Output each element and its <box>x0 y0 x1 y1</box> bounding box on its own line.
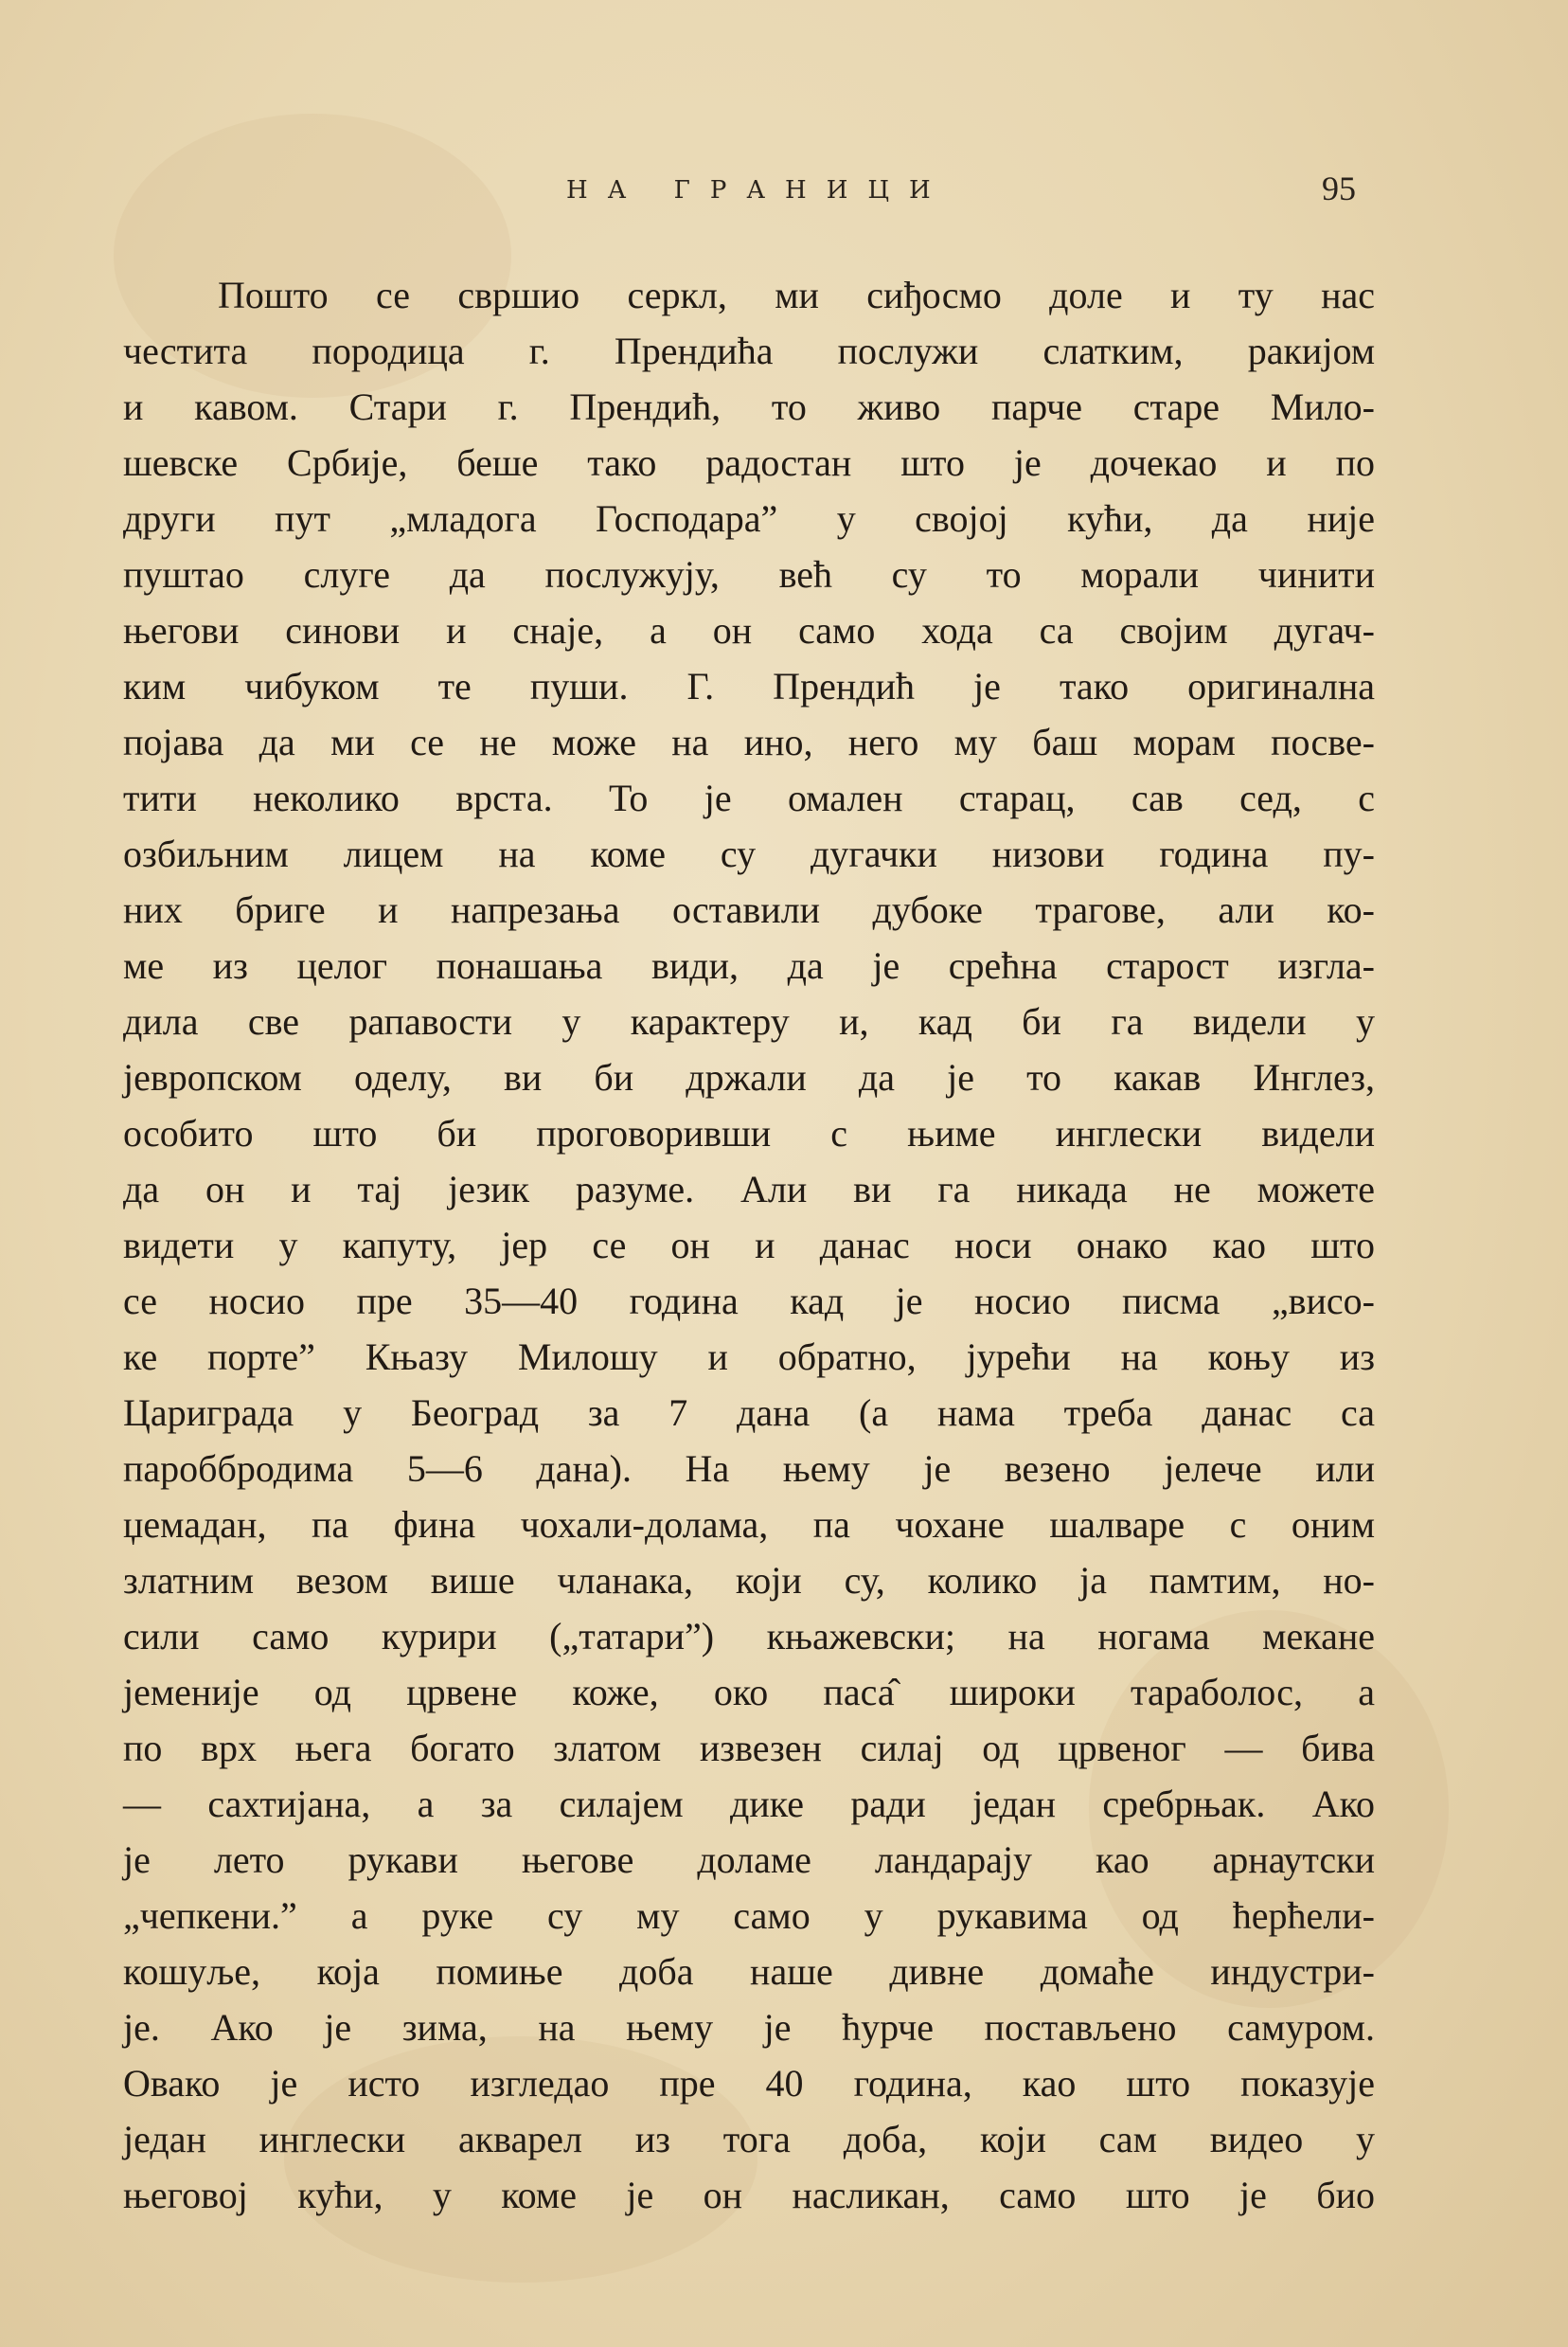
text-line: них бриге и напрезања оставили дубоке трагове, али ко- <box>123 888 1375 931</box>
text-line: Овако је исто изгледао пре 40 година, као што показује <box>123 2062 1375 2105</box>
text-line: појава да ми се не може на ино, него му баш морам посве- <box>123 721 1375 763</box>
text-line: пуштао слуге да послужују, већ су то морали чинити <box>123 553 1375 596</box>
text-line: џемадан, па фина чохали-долама, па чохане шалваре с оним <box>123 1503 1375 1546</box>
text-line: се носио пре 35—40 година кад је носио писма „висо- <box>123 1280 1375 1322</box>
text-line: јевропском оделу, ви би држали да је то какав Инглез, <box>123 1056 1375 1099</box>
text-line: је лето рукави његове доламе ландарају као арнаутски <box>123 1838 1375 1881</box>
running-title: НА ГРАНИЦИ <box>566 176 951 205</box>
text-line: Пошто се свршио серкл, ми сиђосмо доле и ту нас <box>218 274 1375 316</box>
text-line: други пут „младога Господара” у својој кући, да није <box>123 497 1375 540</box>
page-number: 95 <box>1322 170 1356 207</box>
text-line: ме из целог понашања види, да је срећна старост изгла- <box>123 944 1375 987</box>
text-line: је. Ако је зима, на њему је ћурче постављено самуром. <box>123 2006 1375 2049</box>
text-line: ким чибуком те пуши. Г. Прендић је тако оригинална <box>123 665 1375 708</box>
page-header <box>0 169 1568 216</box>
text-line: и кавом. Стари г. Прендић, то живо парче старе Мило- <box>123 385 1375 428</box>
text-line: златним везом више чланака, који су, колико ја памтим, но- <box>123 1559 1375 1602</box>
text-line: тити неколико врста. То је омален старац, сав сед, с <box>123 777 1375 819</box>
text-line: сили само курири („татари”) књажевски; на ногама мекане <box>123 1615 1375 1657</box>
body-text <box>123 267 1375 2223</box>
text-line: један инглески акварел из тога доба, који сам видео у <box>123 2118 1375 2160</box>
text-line: честита породица г. Прендића послужи слатким, ракијом <box>123 330 1375 372</box>
text-line: — сахтијана, а за силајем дике ради један сребрњак. Ако <box>123 1783 1375 1825</box>
text-line: „чепкени.” а руке су му само у рукавима од ћерћели- <box>123 1894 1375 1937</box>
text-line: његови синови и снаје, а он само хода са својим дугач- <box>123 609 1375 652</box>
text-line: ке порте” Књазу Милошу и обратно, јурећи на коњу из <box>123 1335 1375 1378</box>
text-line: кошуље, која помиње доба наше дивне домаће индустри- <box>123 1950 1375 1993</box>
text-line: по врх њега богато златом извезен силај од црвеног — бива <box>123 1727 1375 1769</box>
text-line: озбиљним лицем на коме су дугачки низови година пу- <box>123 833 1375 875</box>
text-line: пароббродима 5—6 дана). На њему је везено јелече или <box>123 1447 1375 1490</box>
text-line: особито што би проговоривши с њиме инглески видели <box>123 1112 1375 1155</box>
text-line: Цариграда у Београд за 7 дана (а нама треба данас са <box>123 1391 1375 1434</box>
text-line: дила све рапавости у карактеру и, кад би га видели у <box>123 1000 1375 1043</box>
text-line: јемeније од црвене коже, око паса̂ широки тараболос, а <box>123 1671 1375 1713</box>
text-line: да он и тај језик разуме. Али ви га никада не можете <box>123 1168 1375 1210</box>
text-line: његовој кући, у коме је он насликан, само што је био <box>123 2174 1375 2216</box>
text-line: шевске Србије, беше тако радостан што је дочекао и по <box>123 441 1375 484</box>
text-line: видети у капуту, јер се он и данас носи онако као што <box>123 1224 1375 1266</box>
